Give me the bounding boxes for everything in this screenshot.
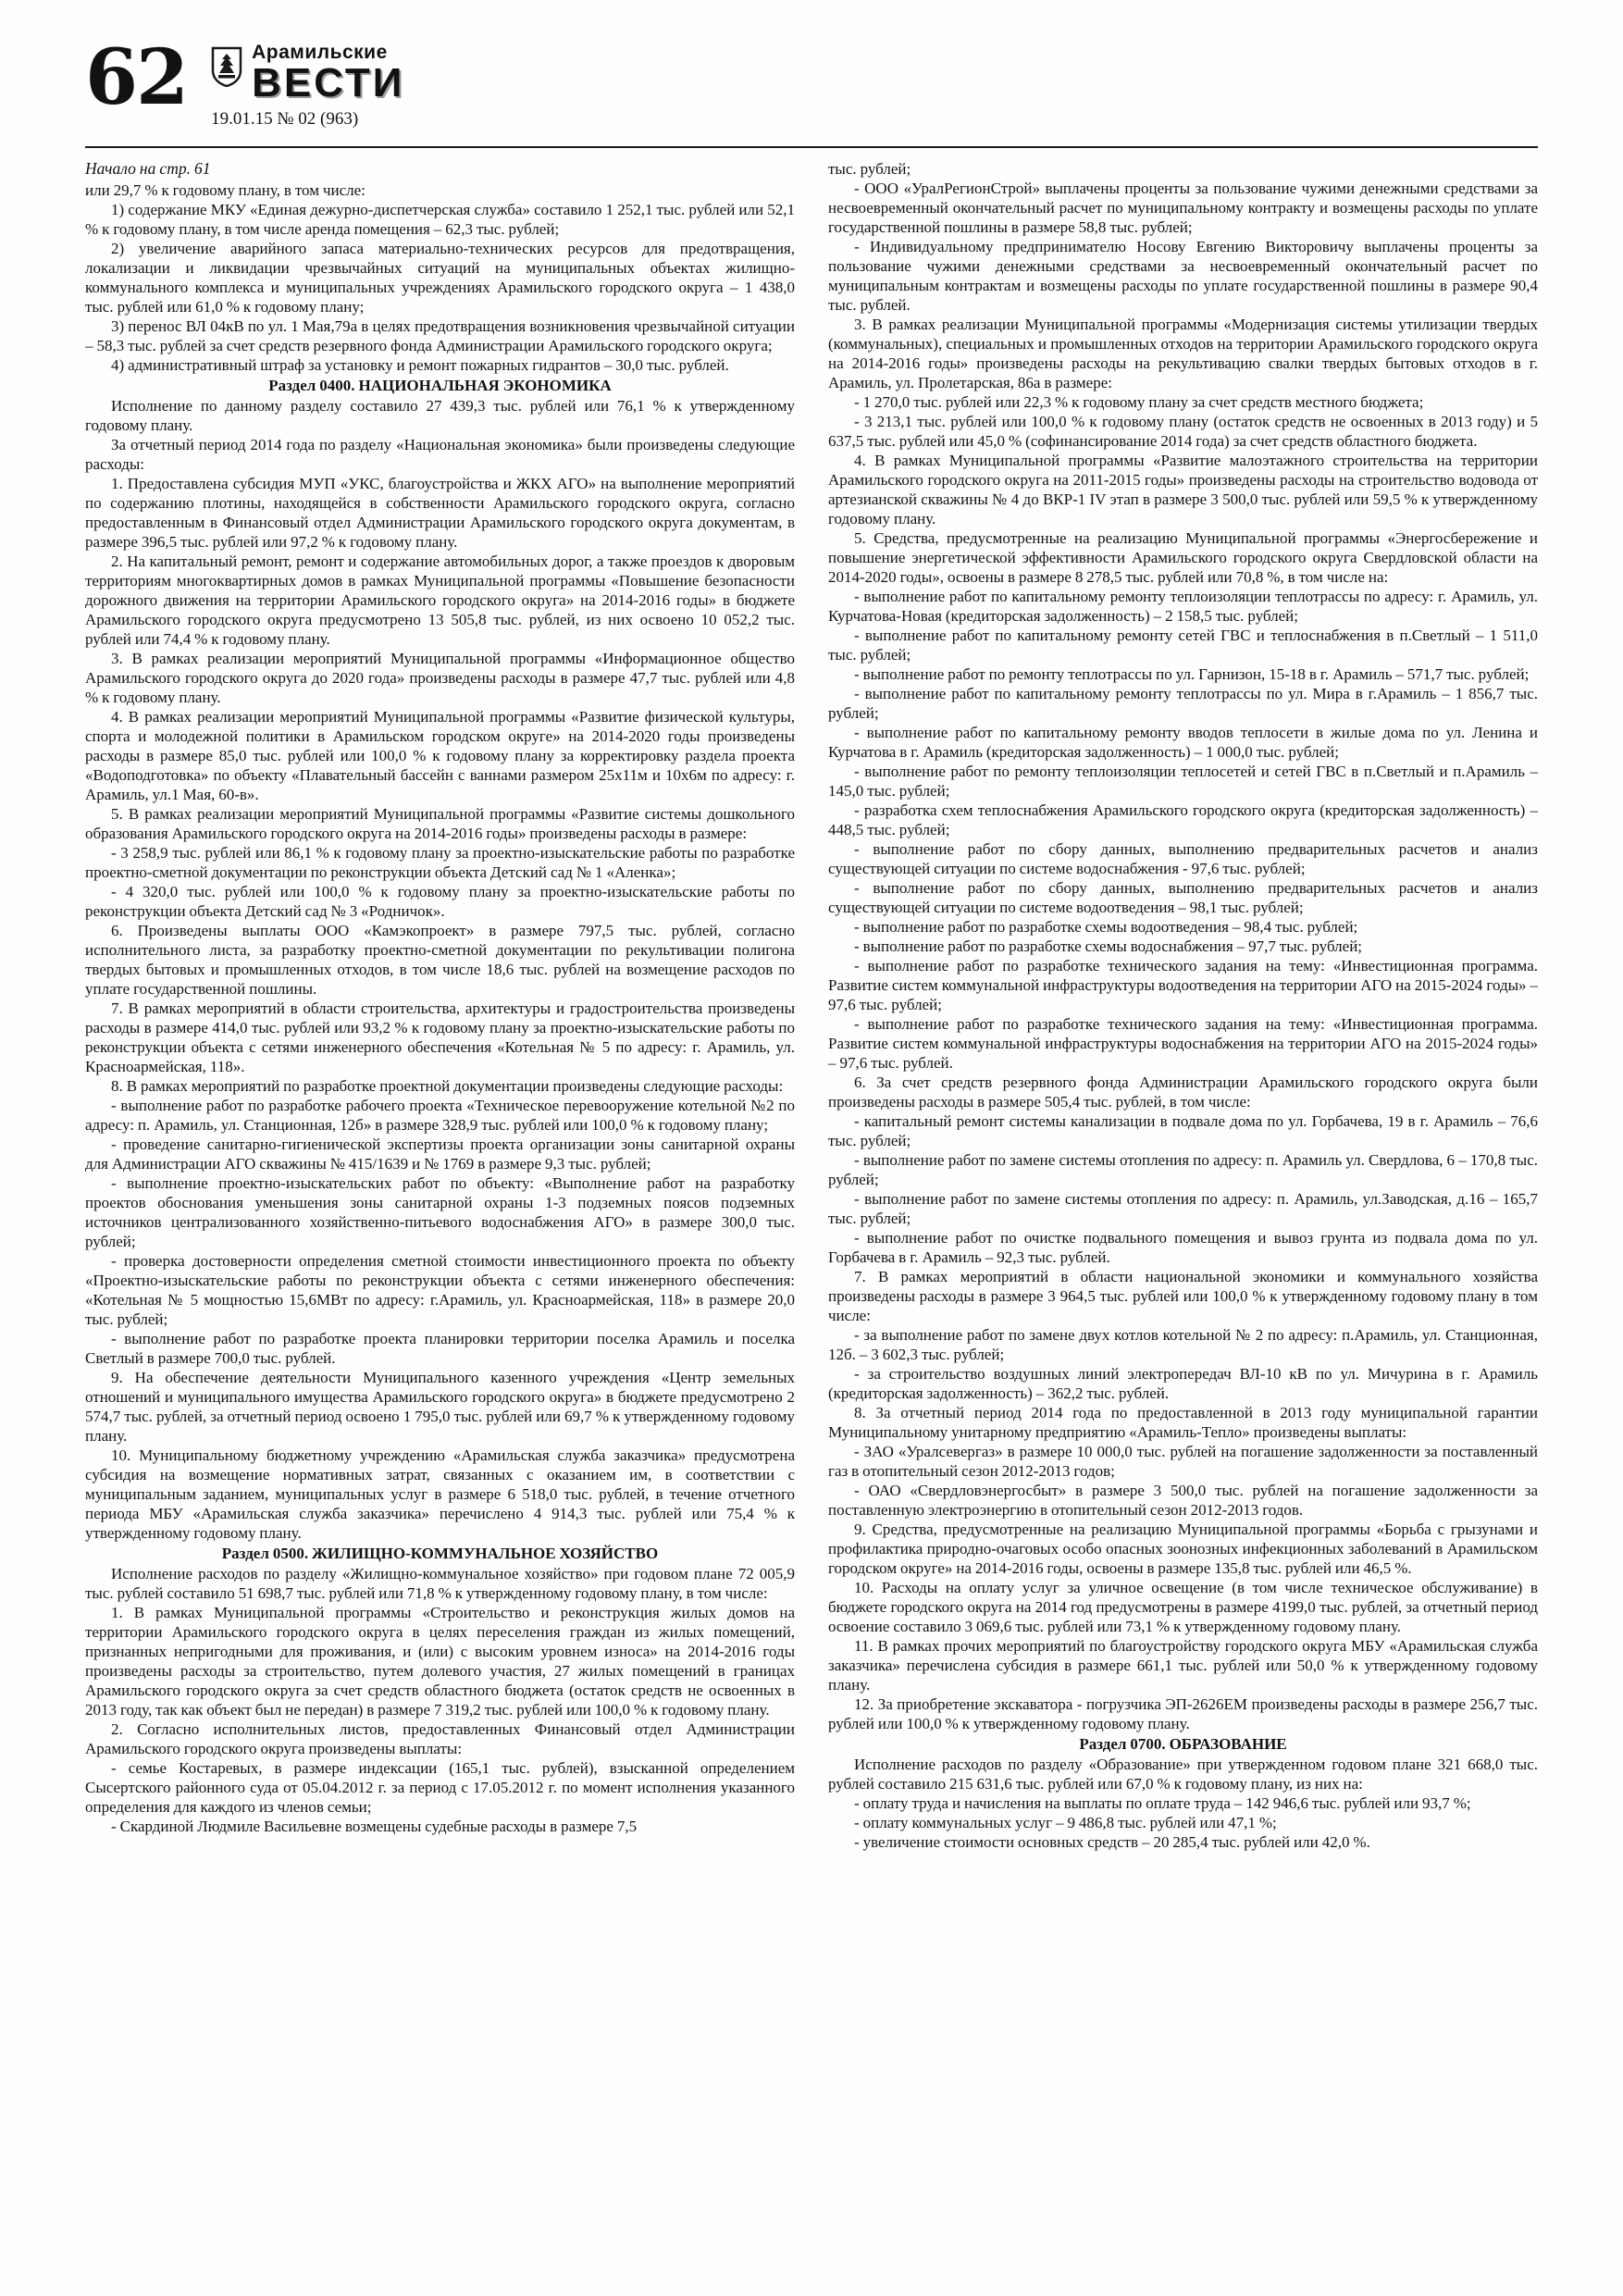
paragraph: - выполнение работ по замене системы отопления по адресу: п. Арамиль, ул.Заводская, д.16 – 165,7 тыс. рублей;: [828, 1190, 1538, 1227]
paragraph: Исполнение расходов по разделу «Жилищно-коммунальное хозяйство» при годовом плане 72 005,9 тыс. рублей составило 51 698,7 тыс. рублей или 71,8 % к утвержденному годовому плану, в том числе:: [85, 1565, 795, 1602]
paragraph: - 3 258,9 тыс. рублей или 86,1 % к годовому плану за проектно-изыскательские работы по разработке проектно-сметной документации по реконструкции объекта Детский сад № 1 «Аленка»;: [85, 844, 795, 881]
paragraph: 1. Предоставлена субсидия МУП «УКС, благоустройства и ЖКХ АГО» на выполнение мероприятий по содержанию плотины, находящейся в собственности Арамильского городского округа, согласно предоставленным в Финансовый отдел Администрации Арамильского городского округа документам, в размере 396,5 тыс. рублей или 97,2 % к годовому плану.: [85, 475, 795, 551]
paragraph: 3. В рамках реализации мероприятий Муниципальной программы «Информационное общество Арамильского городского округа до 2020 года» произведены расходы в размере 47,7 тыс. рублей или 4,8 % к годовому плану.: [85, 650, 795, 706]
paragraph: - выполнение работ по разработке рабочего проекта «Техническое перевооружение котельной №2 по адресу: п. Арамиль, ул. Станционная, 12б» в размере 328,9 тыс. рублей или 100,0 % к годовому плану;: [85, 1097, 795, 1134]
paragraph: - выполнение работ по разработке схемы водоснабжения – 97,7 тыс. рублей;: [854, 937, 1363, 955]
header-divider: [85, 146, 1538, 148]
paragraph: 4. В рамках Муниципальной программы «Развитие малоэтажного строительства на территории Арамильского городского округа на 2011-2015 годы» произведены расходы на строительство водовода от артезианской скважины № 4 до ВКР-1 IV этап в размере 3 500,0 тыс. рублей или 59,5 % к утвержденному годовому плану.: [828, 452, 1538, 527]
paragraph: 8. За отчетный период 2014 года по предоставленной в 2013 году муниципальной гарантии Муниципальному унитарному предприятию «Арамиль-Тепло» произведены выплаты:: [828, 1404, 1538, 1441]
paragraph: - ООО «УралРегионСтрой» выплачены проценты за пользование чужими денежными средствами за несвоевременный окончательный расчет по муниципальному контракту и возмещены расходы по уплате государственной пошлины в размере 58,8 тыс. рублей;: [828, 180, 1538, 236]
paragraph: За отчетный период 2014 года по разделу «Национальная экономика» были произведены следующие расходы:: [85, 436, 795, 473]
paragraph: - оплату труда и начисления на выплаты по оплате труда – 142 946,6 тыс. рублей или 93,7 %;: [854, 1794, 1471, 1812]
paragraph: 12. За приобретение экскаватора - погрузчика ЭП-2626ЕМ произведены расходы в размере 256,7 тыс. рублей или 100,0 % к утвержденному годовому плану.: [828, 1695, 1538, 1732]
paragraph: 5. В рамках реализации мероприятий Муниципальной программы «Развитие системы дошкольного образования Арамильского городского округа на 2014-2016 годы» произведены расходы в размере:: [85, 805, 795, 842]
masthead: [211, 43, 404, 130]
paragraph: - выполнение работ по сбору данных, выполнению предварительных расчетов и анализ существующей ситуации по системе водоотведения – 98,1 тыс. рублей;: [828, 879, 1538, 916]
paragraph: 10. Расходы на оплату услуг за уличное освещение (в том числе техническое обслуживание) в бюджете городского округа на 2014 год предусмотрены в размере 4199,0 тыс. рублей, за отчетный период освоение составило 3 069,6 тыс. рублей или 73,1 % к утвержденному годовому плану.: [828, 1579, 1538, 1635]
paragraph: - выполнение работ по разработке технического задания на тему: «Инвестиционная программа. Развитие систем коммунальной инфраструктуры водоснабжения на территории АГО на 2015-2024 годы» – 97,6 тыс. рублей.: [828, 1015, 1538, 1072]
paragraph: - выполнение работ по ремонту теплотрассы по ул. Гарнизон, 15-18 в г. Арамиль – 571,7 тыс. рублей;: [854, 665, 1530, 683]
paragraph: 7. В рамках мероприятий в области строительства, архитектуры и градостроительства произведены расходы в размере 414,0 тыс. рублей или 93,2 % к годовому плану за проектно-изыскательские работы по реконструкции объекта с сетями инженерного обеспечения «Котельная № 5 по адресу: г. Арамиль, ул. Красноармейская, 118».: [85, 999, 795, 1075]
paragraph: 7. В рамках мероприятий в области национальной экономики и коммунального хозяйства произведены расходы в размере 3 964,5 тыс. рублей или 100,0 % к утвержденному годовому плану в том числе:: [828, 1268, 1538, 1324]
paragraph: 8. В рамках мероприятий по разработке проектной документации произведены следующие расходы:: [111, 1077, 784, 1095]
paragraph: 3) перенос ВЛ 04кВ по ул. 1 Мая,79а в целях предотвращения возникновения чрезвычайной ситуации – 58,3 тыс. рублей за счет средств резервного фонда Администрации Арамильского городского округа;: [85, 317, 795, 354]
paragraph: - Индивидуальному предпринимателю Носову Евгению Викторовичу выплачены проценты за пользование чужими денежными средствами за несвоевременный окончательный расчет по муниципальным контрактам и возмещены расходы по уплате государственной пошлины в размере 90,4 тыс. рублей.: [828, 238, 1538, 314]
paragraph: - за выполнение работ по замене двух котлов котельной № 2 по адресу: п.Арамиль, ул. Станционная, 12б. – 3 602,3 тыс. рублей;: [828, 1326, 1538, 1363]
page-number: 62: [85, 33, 188, 122]
paragraph: - 3 213,1 тыс. рублей или 100,0 % к годовому плану (остаток средств не освоенных в 2013 году) и 5 637,5 тыс. рублей или 45,0 % (софинансирование 2014 года) за счет средств областного бюджета.: [828, 413, 1538, 450]
continuation-note: Начало на стр. 61: [85, 159, 211, 178]
paragraph: 9. На обеспечение деятельности Муниципального казенного учреждения «Центр земельных отношений и муниципального имущества Арамильского городского округа» в бюджете предусмотрено 2 574,7 тыс. рублей, за отчетный период освоено 1 795,0 тыс. рублей или 69,7 % к утвержденному годовому плану.: [85, 1369, 795, 1445]
paragraph: - ОАО «Свердловэнергосбыт» в размере 3 500,0 тыс. рублей на погашение задолженности за поставленную электроэнергию в отопительный сезон 2012-2013 годов.: [828, 1482, 1538, 1519]
date-line: 19.01.15 № 02 (963): [211, 109, 359, 130]
paragraph: - ЗАО «Уралсевергаз» в размере 10 000,0 тыс. рублей на погашение задолженности за поставленный газ в отопительный сезон 2012-2013 годов;: [828, 1443, 1538, 1480]
paragraph: - выполнение работ по разработке технического задания на тему: «Инвестиционная программа. Развитие систем коммунальной инфраструктуры водоотведения на территории АГО на 2015-2024 годы» – 97,6 тыс. рублей;: [828, 957, 1538, 1013]
paragraph: - выполнение работ по сбору данных, выполнению предварительных расчетов и анализ существующей ситуации по системе водоснабжения - 97,6 тыс. рублей;: [828, 840, 1538, 877]
paragraph: - выполнение работ по ремонту теплоизоляции теплосетей и сетей ГВС в п.Светлый и п.Арамиль – 145,0 тыс. рублей;: [828, 763, 1538, 800]
section-heading: Раздел 0700. ОБРАЗОВАНИЕ: [1079, 1735, 1287, 1753]
paragraph: - выполнение работ по капитальному ремонту теплоизоляции теплотрассы по адресу: г. Арамиль, ул. Курчатова-Новая (кредиторская задолженность) – 2 158,5 тыс. рублей;: [828, 588, 1538, 625]
paragraph: 10. Муниципальному бюджетному учреждению «Арамильская служба заказчика» предусмотрена субсидия на возмещение нормативных затрат, связанных с оказанием им, в соответствии с муниципальным заданием, муниципальных услуг в размере 6 518,0 тыс. рублей, в течение отчетного периода МБУ «Арамильская служба заказчика» перечислено 4 914,3 тыс. рублей или 75,4 % к утвержденному годовому плану.: [85, 1446, 795, 1542]
paragraph: 4. В рамках реализации мероприятий Муниципальной программы «Развитие физической культуры, спорта и молодежной политики в Арамильском городском округе» на 2014-2020 годы произведены расходы в размере 85,0 тыс. рублей или 100,0 % к годовому плану за корректировку раздела проекта «Водоподготовка» по объекту «Плавательный бассейн с ваннами размером 25х11м и 10х6м по адресу: г. Арамиль, ул.1 Мая, 60-в».: [85, 708, 795, 803]
paragraph: 5. Средства, предусмотренные на реализацию Муниципальной программы «Энергосбережение и повышение энергетической эффективности Арамильского городского округа Свердловской области на 2014-2020 годы», освоены в размере 8 278,5 тыс. рублей или 70,8 %, в том числе на:: [828, 529, 1538, 586]
paragraph: - разработка схем теплоснабжения Арамильского городского округа (кредиторская задолженность) – 448,5 тыс. рублей;: [828, 801, 1538, 838]
paragraph: - выполнение работ по разработке проекта планировки территории поселка Арамиль и поселка Светлый в размере 700,0 тыс. рублей.: [85, 1330, 795, 1367]
article-body: [85, 159, 1538, 1852]
paragraph: - проверка достоверности определения сметной стоимости инвестиционного проекта по объекту «Проектно-изыскательские работы по реконструкции объекта с сетями инженерного обеспечения: «Котельная № 5 мощностью 15,6МВт по адресу: г.Арамиль, ул. Красноармейская, 118» в размере 20,0 тыс. рублей;: [85, 1252, 795, 1328]
paragraph: 9. Средства, предусмотренные на реализацию Муниципальной программы «Борьба с грызунами и профилактика природно-очаговых особо опасных зоонозных инфекционных заболеваний в Арамильском городском округе» на 2014-2016 годы, освоены в размере 135,8 тыс. рублей или 46,5 %.: [828, 1520, 1538, 1577]
paragraph: - проведение санитарно-гигиенической экспертизы проекта организации зоны санитарной охраны для Администрации АГО скважины № 415/1639 и № 1769 в размере 9,3 тыс. рублей;: [85, 1136, 795, 1173]
masthead-header: [85, 33, 1538, 139]
paragraph: 2. Согласно исполнительных листов, предоставленных Финансовый отдел Администрации Арамильского городского округа произведены выплаты:: [85, 1720, 795, 1757]
paragraph: тыс. рублей;: [828, 160, 911, 178]
paragraph: 1. В рамках Муниципальной программы «Строительство и реконструкция жилых домов на территории Арамильского городского округа в целях переселения граждан из жилых помещений, признанных непригодными для проживания, и (или) с высоким уровнем износа» на 2014-2016 годы произведены расходы за строительство, путем долевого участия, 27 жилых помещений в границах Арамильского городского округа за счет средств областного бюджета (остаток средств не освоенных в 2013 году, так как объект был не передан) в размере 7 319,2 тыс. рублей или 100,0 % к годовому плану.: [85, 1604, 795, 1719]
paragraph: 2) увеличение аварийного запаса материально-технических ресурсов для предотвращения, локализации и ликвидации чрезвычайных ситуаций на муниципальных объектах жилищно-коммунального комплекса и муниципальных учреждениях Арамильского городского округа – 1 438,0 тыс. рублей или 61,0 % к годовому плану;: [85, 240, 795, 316]
paragraph: - капитальный ремонт системы канализации в подвале дома по ул. Горбачева, 19 в г. Арамиль – 76,6 тыс. рублей;: [828, 1112, 1538, 1149]
section-heading: Раздел 0500. ЖИЛИЩНО-КОММУНАЛЬНОЕ ХОЗЯЙСТВО: [221, 1545, 659, 1562]
paragraph: - оплату коммунальных услуг – 9 486,8 тыс. рублей или 47,1 %;: [854, 1814, 1277, 1831]
paragraph: - выполнение работ по капитальному ремонту вводов теплосети в жилые дома по ул. Ленина и Курчатова в г. Арамиль (кредиторская задолженность) – 1 000,0 тыс. рублей;: [828, 724, 1538, 761]
paragraph: 2. На капитальный ремонт, ремонт и содержание автомобильных дорог, а также проездов к дворовым территориям многоквартирных домов в рамках Муниципальной программы «Повышение безопасности дорожного движения на территории Арамильского городского округа» на 2014-2016 годы» в бюджете Арамильского городского округа предусмотрено 13 505,8 тыс. рублей, из них освоено 10 052,2 тыс. рублей или 74,4 % к годовому плану.: [85, 552, 795, 648]
paragraph: - 4 320,0 тыс. рублей или 100,0 % к годовому плану за проектно-изыскательские работы по реконструкции объекта Детский сад № 3 «Родничок».: [85, 883, 795, 920]
paragraph: 6. За счет средств резервного фонда Администрации Арамильского городского округа были произведены расходы в размере 505,4 тыс. рублей, в том числе:: [828, 1074, 1538, 1111]
paragraph: 1) содержание МКУ «Единая дежурно-диспетчерская служба» составило 1 252,1 тыс. рублей или 52,1 % к годовому плану, в том числе аренда помещения – 62,3 тыс. рублей;: [85, 201, 795, 238]
paragraph: - выполнение работ по капитальному ремонту теплотрассы по ул. Мира в г.Арамиль – 1 856,7 тыс. рублей;: [828, 685, 1538, 722]
paragraph: 3. В рамках реализации Муниципальной программы «Модернизация системы утилизации твердых (коммунальных), специальных и промышленных отходов на территории Арамильского городского округа на 2014-2016 годы» произведены расходы на рекультивацию свалки твердых бытовых отходов в г. Арамиль, ул. Пролетарская, 86а в размере:: [828, 316, 1538, 391]
paragraph: или 29,7 % к годовому плану, в том числе:: [85, 181, 365, 199]
paragraph: 11. В рамках прочих мероприятий по благоустройству городского округа МБУ «Арамильская служба заказчика» перечислена субсидия в размере 661,1 тыс. рублей или 50,0 % к утвержденному годовому плану.: [828, 1637, 1538, 1694]
right-column: [828, 159, 1538, 1852]
paragraph: - выполнение работ по замене системы отопления по адресу: п. Арамиль ул. Свердлова, 6 – 170,8 тыс. рублей;: [828, 1151, 1538, 1188]
paragraph: Исполнение расходов по разделу «Образование» при утвержденном годовом плане 321 668,0 тыс. рублей составило 215 631,6 тыс. рублей или 67,0 % к годовому плану, из них на:: [828, 1756, 1538, 1793]
paragraph: - за строительство воздушных линий электропередач ВЛ-10 кВ по ул. Мичурина в г. Арамиль (кредиторская задолженность) – 362,2 тыс. рублей.: [828, 1365, 1538, 1402]
paragraph: 6. Произведены выплаты ООО «Камэкопроект» в размере 797,5 тыс. рублей, согласно исполнительного листа, за разработку проектно-сметной документации по рекультивации полигона твердых бытовых и промышленных отходов, в том числе 18,6 тыс. рублей на возмещение расходов по уплате государственной пошлины.: [85, 922, 795, 998]
paragraph: - Скардиной Людмиле Васильевне возмещены судебные расходы в размере 7,5: [111, 1818, 638, 1835]
section-heading: Раздел 0400. НАЦИОНАЛЬНАЯ ЭКОНОМИКА: [268, 377, 612, 394]
coat-of-arms-icon: [211, 46, 242, 87]
paragraph: Исполнение по данному разделу составило 27 439,3 тыс. рублей или 76,1 % к утвержденному годовому плану.: [85, 397, 795, 434]
paragraph: - выполнение проектно-изыскательских работ по объекту: «Выполнение работ на разработку проектов обоснования уменьшения зоны санитарной охраны 1-3 подземных поясов подземных источников централизованного хозяйственно-питьевого водоснабжения АГО» в размере 300,0 тыс. рублей;: [85, 1174, 795, 1250]
paragraph: 4) административный штраф за установку и ремонт пожарных гидрантов – 30,0 тыс. рублей.: [111, 356, 729, 374]
left-column: [85, 159, 795, 1852]
masthead-subtitle: Арамильские: [252, 42, 388, 63]
paragraph: - выполнение работ по разработке схемы водоотведения – 98,4 тыс. рублей;: [854, 918, 1358, 936]
paragraph: - увеличение стоимости основных средств – 20 285,4 тыс. рублей или 42,0 %.: [854, 1833, 1370, 1851]
paragraph: - 1 270,0 тыс. рублей или 22,3 % к годовому плану за счет средств местного бюджета;: [854, 393, 1424, 411]
paragraph: - выполнение работ по капитальному ремонту сетей ГВС и теплоснабжения в п.Светлый – 1 511,0 тыс. рублей;: [828, 627, 1538, 664]
paragraph: - выполнение работ по очистке подвального помещения и вывоз грунта из подвала дома по ул. Горбачева в г. Арамиль – 92,3 тыс. рублей.: [828, 1229, 1538, 1266]
paragraph: - семье Костаревых, в размере индексации (165,1 тыс. рублей), взысканной определением Сысертского районного суда от 05.04.2012 г. за период с 17.05.2012 г. по момент исполнения указанного определения для каждого из членов семьи;: [85, 1759, 795, 1816]
masthead-title: ВЕСТИ: [252, 60, 405, 106]
